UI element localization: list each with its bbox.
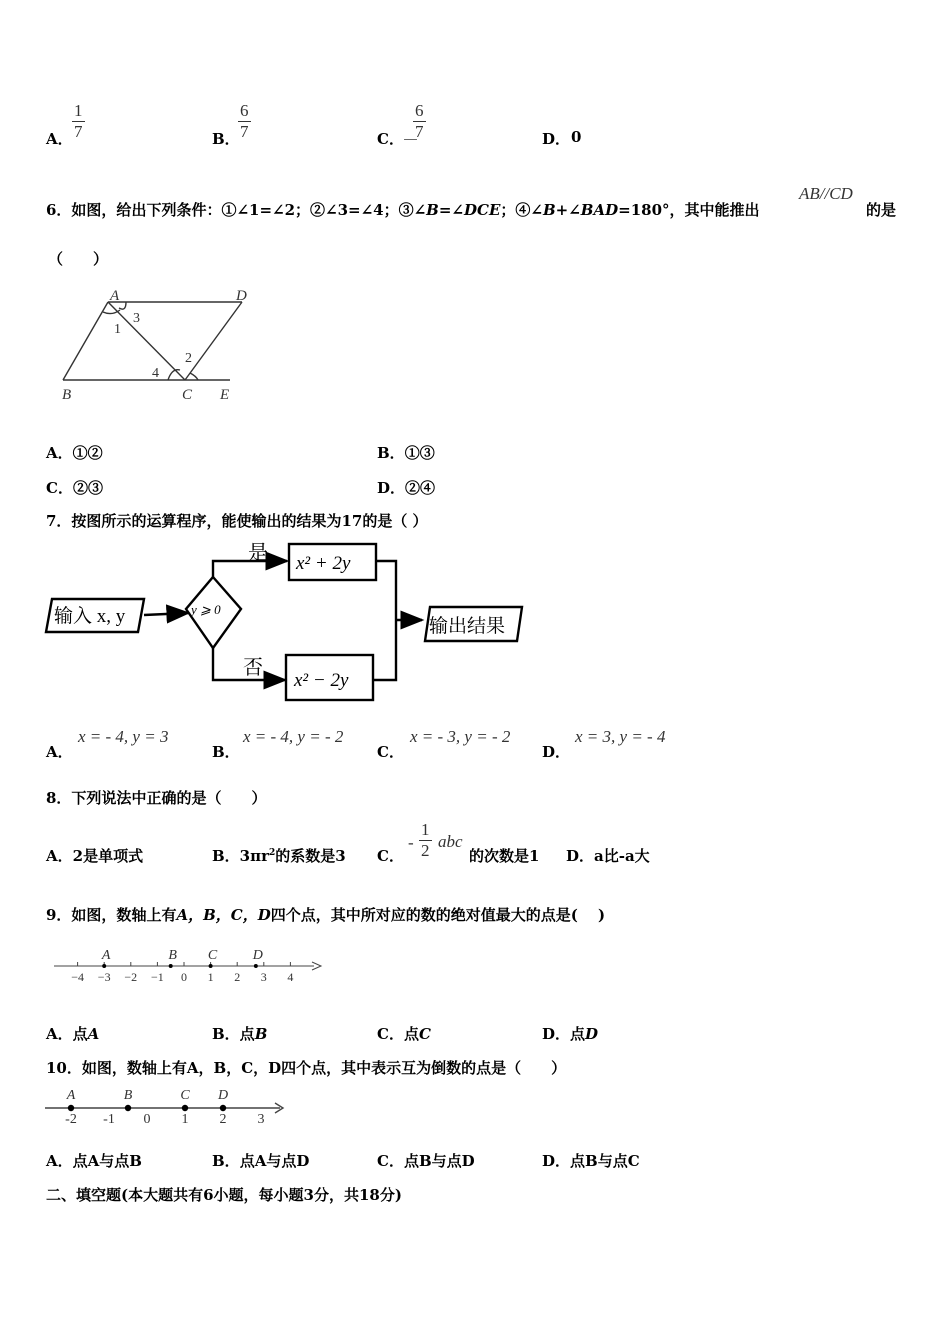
angle-3-label: 3 <box>133 311 140 326</box>
q7-option-a-value: x = - 4, y = 3 <box>78 727 169 746</box>
q6-option-a: A．①② <box>46 444 103 462</box>
q6-stem: 6．如图，给出下列条件：①∠1=∠2；②∠3=∠4；③∠B=∠DCE；④∠B+∠BAD=180°，其中能推出 <box>46 201 760 219</box>
point-c-label: C <box>180 1088 190 1103</box>
point-b-label: B <box>168 948 177 963</box>
arrow-input-to-condition <box>144 613 188 615</box>
point-a-dot <box>68 1105 74 1111</box>
q8-option-c-label: C． <box>377 847 404 865</box>
axis-tick-label: 0 <box>143 1112 151 1127</box>
point-a-label: A <box>101 948 111 963</box>
q8-stem: 8．下列说法中正确的是（ ） <box>46 789 267 807</box>
q8-option-c-var: abc <box>438 832 463 851</box>
yes-label: 是 <box>248 542 268 564</box>
point-c-label: C <box>207 948 218 963</box>
q7-option-d-label: D． <box>542 743 571 761</box>
angle-3-arc <box>119 302 126 309</box>
point-b-label: B <box>123 1088 133 1103</box>
q9-option-c: C．点C <box>377 1025 431 1043</box>
axis-tick-label: −1 <box>151 970 164 984</box>
segment-ab <box>63 302 108 380</box>
q10-option-b: B．点A与点D <box>212 1152 310 1170</box>
segment-ac <box>108 302 185 380</box>
q10-number-line <box>40 1082 300 1132</box>
q8-option-c-post: 的次数是1 <box>469 847 540 865</box>
q5-option-d-value: 0 <box>571 128 582 146</box>
angle-1-arc <box>103 310 120 314</box>
label-b: B <box>62 387 72 403</box>
section-2-heading: 二、填空题(本大题共有6小题，每小题3分，共18分) <box>46 1186 402 1204</box>
q8-option-b: B．$3\pi r^2$的系数是3 <box>212 847 346 865</box>
axis-tick-label: −3 <box>97 970 111 984</box>
q5-option-c-fraction: $\frac{6}{7}$ <box>415 101 424 141</box>
axis-tick-label: -1 <box>103 1112 115 1127</box>
point-d-label: D <box>217 1088 229 1103</box>
q5-option-a-fraction: $\frac{1}{7}$ <box>74 101 83 141</box>
axis-tick-label: -2 <box>65 1112 77 1127</box>
axis-tick-label: 0 <box>181 970 187 984</box>
angle-4-label: 4 <box>152 366 159 381</box>
point-d-label: D <box>252 948 263 963</box>
label-d: D <box>236 288 247 304</box>
q5-option-c-sign: － <box>402 131 419 150</box>
q5-option-b-label: B． <box>212 130 240 148</box>
q7-flowchart <box>40 535 540 715</box>
axis-tick-label: 2 <box>234 970 241 984</box>
condition-label: y ⩾ 0 <box>191 602 221 617</box>
q5-option-a-label: A． <box>46 130 73 148</box>
q10-option-c: C．点B与点D <box>377 1152 475 1170</box>
q6-formula: AB//CD <box>799 184 853 203</box>
q7-option-c-value: x = - 3, y = - 2 <box>410 727 511 746</box>
q7-option-c-label: C． <box>377 743 404 761</box>
q7-option-a-label: A． <box>46 743 73 761</box>
label-c: C <box>182 387 193 403</box>
q7-option-b-label: B． <box>212 743 240 761</box>
q9-option-d: D．点D <box>542 1025 599 1043</box>
q6-answer-paren: （ ） <box>48 250 109 268</box>
q9-stem: 9．如图，数轴上有A，B，C，D四个点，其中所对应的数的绝对值最大的点是( ) <box>46 906 606 924</box>
q5-option-b-fraction: $\frac{6}{7}$ <box>240 101 249 141</box>
q6-option-d: D．②④ <box>377 479 436 497</box>
q6-option-b: B．①③ <box>377 444 435 462</box>
axis-tick-label: 4 <box>287 970 294 984</box>
axis-tick-label: 2 <box>219 1112 227 1127</box>
axis-tick-label: −2 <box>124 970 138 984</box>
point-a-dot <box>102 964 106 968</box>
expr-yes: x² + 2y <box>296 553 351 574</box>
q7-option-b-value: x = - 4, y = - 2 <box>243 727 344 746</box>
q7-stem: 7．按图所示的运算程序，能使输出的结果为17的是（ ） <box>46 512 428 530</box>
q8-option-a: A．2是单项式 <box>46 847 144 865</box>
point-c-dot <box>209 964 213 968</box>
q5-option-c-label: C． <box>377 130 404 148</box>
q10-option-a: A．点A与点B <box>46 1152 142 1170</box>
q10-stem: 10．如图，数轴上有A，B，C，D四个点，其中表示互为倒数的点是（ ） <box>46 1059 567 1077</box>
expr-no: x² − 2y <box>294 670 349 691</box>
angle-2-arc <box>190 373 198 380</box>
point-a-label: A <box>66 1088 76 1103</box>
label-e: E <box>220 387 230 403</box>
axis-tick-label: −4 <box>71 970 84 984</box>
axis-tick-label: 1 <box>181 1112 189 1127</box>
point-c-dot <box>182 1105 188 1111</box>
q7-option-d-value: x = 3, y = - 4 <box>575 727 666 746</box>
q6-stem-end: 的是 <box>866 201 897 219</box>
axis-tick-label: 3 <box>257 1112 265 1127</box>
point-b-dot <box>125 1105 131 1111</box>
q9-number-line <box>50 940 330 995</box>
no-label: 否 <box>243 657 263 679</box>
q8-option-d: D．a比-a大 <box>566 847 650 865</box>
q9-option-b: B．点B <box>212 1025 268 1043</box>
angle-2-label: 2 <box>185 351 192 366</box>
point-d-dot <box>220 1105 226 1111</box>
axis-tick-label: 3 <box>260 970 267 984</box>
label-a: A <box>110 288 120 304</box>
axis-tick-label: 1 <box>207 970 214 984</box>
point-d-dot <box>254 964 258 968</box>
q8-option-c-sign: - <box>408 833 414 852</box>
input-label: 输入 x, y <box>54 606 126 627</box>
q6-parallelogram-figure <box>0 280 280 410</box>
q5-option-d-label: D． <box>542 130 571 148</box>
q6-option-c: C．②③ <box>46 479 103 497</box>
q9-option-a: A．点A <box>46 1025 100 1043</box>
q10-option-d: D．点B与点C <box>542 1152 640 1170</box>
output-label: 输出结果 <box>429 616 506 637</box>
segment-dc <box>185 302 242 380</box>
angle-4-arc <box>168 370 180 380</box>
point-b-dot <box>169 964 173 968</box>
angle-1-label: 1 <box>114 322 121 337</box>
q8-option-c-fraction: $\frac{1}{2}$ <box>421 820 430 860</box>
